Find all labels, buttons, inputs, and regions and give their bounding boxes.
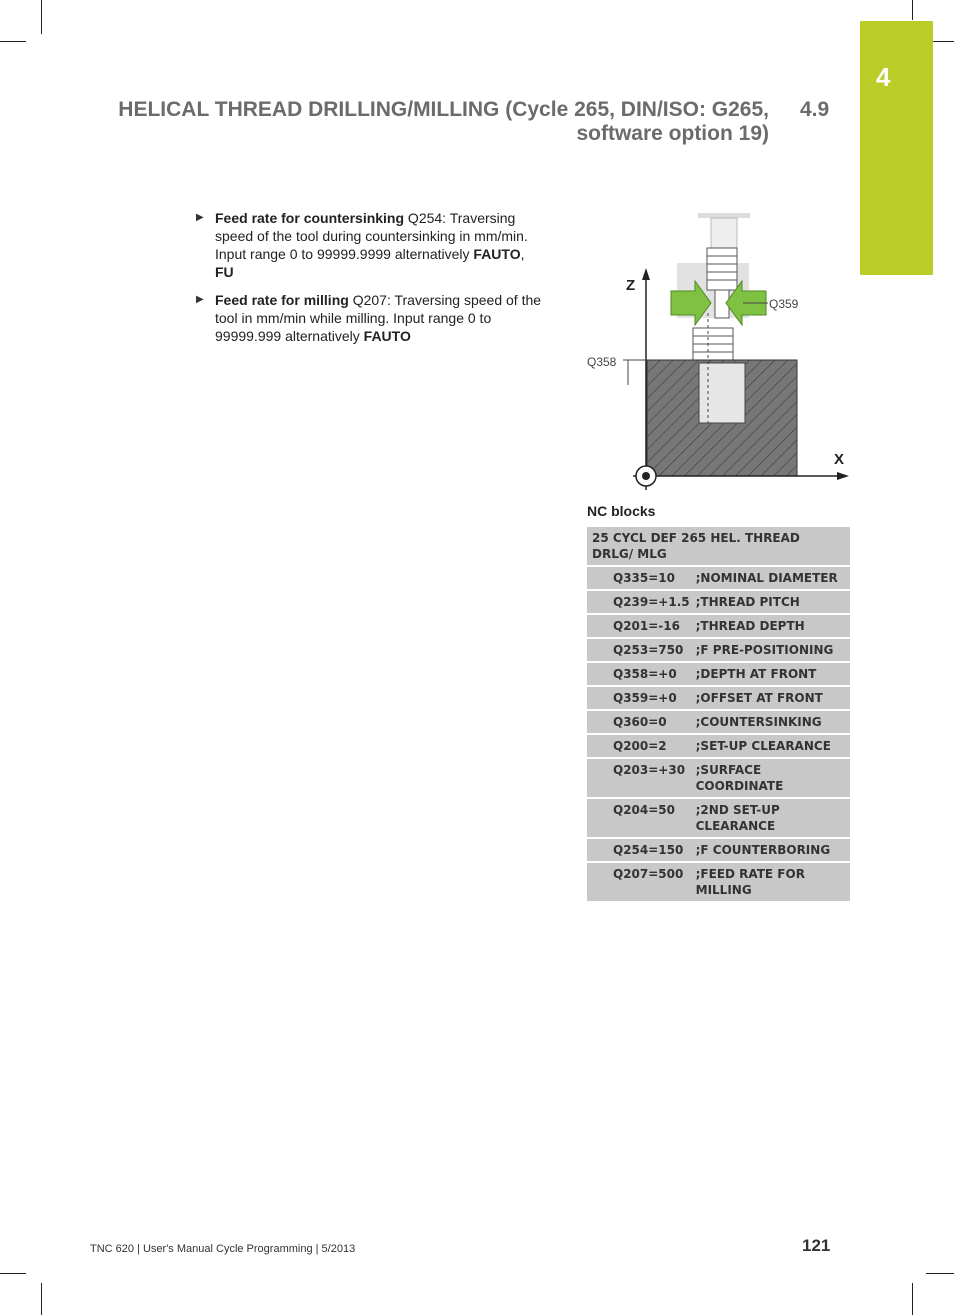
triangle-bullet-icon: ▶	[196, 212, 204, 223]
header-title-line2: software option 19)	[576, 122, 769, 145]
param-option: FU	[215, 264, 234, 280]
list-item	[196, 291, 552, 345]
chapter-tab	[860, 21, 933, 275]
page-header-title	[118, 98, 769, 146]
z-axis-label: Z	[626, 277, 636, 294]
table-row	[587, 638, 850, 662]
nc-code: Q204=50	[587, 798, 694, 838]
thread-hole	[699, 363, 745, 423]
tool-thread-upper	[707, 248, 737, 290]
nc-block-header: 25 CYCL DEF 265 HEL. THREAD DRLG/ MLG	[587, 527, 850, 566]
nc-comment: ;2ND SET-UP CLEARANCE	[694, 798, 850, 838]
crop-mark	[912, 1283, 913, 1315]
table-row	[587, 838, 850, 862]
crop-mark	[0, 41, 26, 42]
nc-code: Q239=+1.5	[587, 590, 694, 614]
nc-comment: ;THREAD PITCH	[694, 590, 850, 614]
nc-comment: ;F COUNTERBORING	[694, 838, 850, 862]
nc-comment: ;OFFSET AT FRONT	[694, 686, 850, 710]
page-footer: TNC 620 | User's Manual Cycle Programming | 5/2013	[90, 1243, 356, 1255]
crop-mark	[912, 0, 913, 20]
nc-code: Q359=+0	[587, 686, 694, 710]
list-item	[196, 209, 552, 281]
param-name: Feed rate for countersinking	[215, 210, 405, 226]
param-option: FAUTO	[363, 328, 411, 344]
table-row	[587, 614, 850, 638]
nc-blocks-title: NC blocks	[587, 503, 656, 519]
z-axis-arrowhead	[642, 268, 650, 280]
crop-mark	[41, 1283, 42, 1315]
figure-svg	[583, 208, 853, 498]
param-description: Q254: Traversing speed of the tool during countersinking in mm/min. Input range 0 to 99999.9999 alternatively	[215, 210, 528, 262]
crop-mark	[41, 0, 42, 34]
section-number: 4.9	[800, 98, 830, 121]
origin-dot-icon	[642, 472, 650, 480]
nc-code: Q207=500	[587, 862, 694, 902]
nc-comment: ;DEPTH AT FRONT	[694, 662, 850, 686]
table-row	[587, 527, 850, 566]
param-option: FAUTO	[473, 246, 521, 262]
nc-code: Q335=10	[587, 566, 694, 590]
table-row	[587, 662, 850, 686]
nc-comment: ;SURFACE COORDINATE	[694, 758, 850, 798]
param-description: Q207: Traversing speed of the tool in mm/min while milling. Input range 0 to 99999.999 alternatively	[215, 292, 542, 344]
nc-code: Q360=0	[587, 710, 694, 734]
table-row	[587, 590, 850, 614]
nc-code: Q203=+30	[587, 758, 694, 798]
thread-milling-figure	[583, 208, 853, 498]
param-name: Feed rate for milling	[215, 292, 349, 308]
chapter-number: 4	[876, 62, 891, 92]
triangle-bullet-icon: ▶	[196, 294, 204, 305]
page-number: 121	[802, 1236, 831, 1255]
nc-comment: ;FEED RATE FOR MILLING	[694, 862, 850, 902]
parameter-list	[196, 209, 552, 355]
table-row	[587, 862, 850, 902]
header-title-line1: HELICAL THREAD DRILLING/MILLING (Cycle 265, DIN/ISO: G265,	[118, 98, 769, 121]
nc-code: Q254=150	[587, 838, 694, 862]
nc-comment: ;SET-UP CLEARANCE	[694, 734, 850, 758]
crop-mark	[933, 41, 954, 42]
table-row	[587, 686, 850, 710]
tool-thread-lower	[693, 328, 733, 360]
nc-code: Q200=2	[587, 734, 694, 758]
table-row	[587, 566, 850, 590]
table-row	[587, 758, 850, 798]
crop-mark	[0, 1273, 26, 1274]
nc-code: Q201=-16	[587, 614, 694, 638]
param-separator: ,	[520, 246, 525, 262]
nc-blocks-table	[587, 527, 850, 903]
nc-code: Q253=750	[587, 638, 694, 662]
table-row	[587, 798, 850, 838]
table-row	[587, 710, 850, 734]
q359-label: Q359	[769, 297, 799, 311]
nc-comment: ;THREAD DEPTH	[694, 614, 850, 638]
x-axis-label: X	[834, 451, 845, 468]
table-row	[587, 734, 850, 758]
x-axis-arrowhead	[837, 472, 849, 480]
nc-code: Q358=+0	[587, 662, 694, 686]
nc-comment: ;F PRE-POSITIONING	[694, 638, 850, 662]
crop-mark	[926, 1273, 954, 1274]
tool-holder	[698, 213, 750, 218]
nc-comment: ;COUNTERSINKING	[694, 710, 850, 734]
q358-label: Q358	[587, 355, 617, 369]
nc-comment: ;NOMINAL DIAMETER	[694, 566, 850, 590]
